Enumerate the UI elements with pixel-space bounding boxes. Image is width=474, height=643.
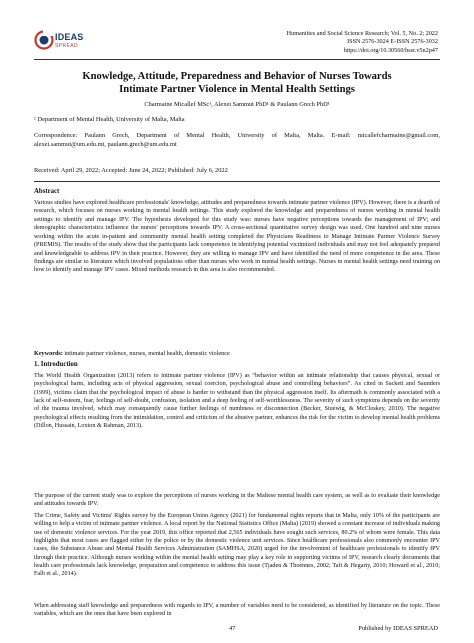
title-line-2: Intimate Partner Violence in Mental Health Settings (119, 84, 355, 95)
page-number: 47 (229, 625, 236, 632)
correspondence: Correspondence: Paulann Grech, Department of Mental Health, University of Malta, Malta. E-mail: micallefcharmaine@gmail.com, alexei.sammut@um.edu.mt, paulann.grech@um.edu.mt (34, 132, 440, 148)
intro-paragraph-1: The World Health Organization (2013) refers to intimate partner violence (IPV) as “behavior within an intimate relationship that causes physical, sexual or psychological harm, including acts of physical aggression, sexual coercion, psychological abuse and controlling behaviors”. As cited in Sackett and Saunders (1999), victims claim that the psychological impact of abuse is harder to withstand than the physical aggression itself. Its aftermath is commonly associated with a lack of self-esteem, fear, feelings of self-doubt, confusion, isolation and a deep feeling of self-worthlessness. The severity of such symptoms depends on the severity of the trauma involved, which may consequently cause further feelings of numbness or disconnection (Becker, Stuewig, & McCloskey, 2010). The negative psychological effects resulting from the intimidation, control and criticism of the abusive partner, enhances the risk for the victim to develop mental health problems (Dillon, Hussain, Loxton & Rahman, 2013). (34, 373, 440, 430)
keywords-label: Keywords: (34, 350, 63, 357)
logo-name: IDEAS (55, 32, 84, 42)
intro-paragraph-2: The purpose of the current study was to explore the perceptions of nurses working in the Maltese mental health care system, as well as to evaluate their knowledge and attitudes towards IPV. (34, 493, 440, 508)
keywords-text: intimate partner violence, nurses, mental health, domestic violence (64, 350, 230, 357)
publisher-logo (34, 30, 96, 54)
footer-publisher: Published by IDEAS SPREAD (358, 625, 438, 632)
ideas-spread-logo-icon (34, 30, 54, 50)
journal-issn-line: ISSN 2576-3024 E-ISSN 2576-3032 (347, 38, 438, 46)
keywords (34, 350, 230, 357)
journal-title-line: Humanities and Social Science Research; Vol. 5, No. 2; 2022 (286, 30, 438, 37)
title-line-1: Knowledge, Attitude, Preparedness and Behavior of Nurses Towards (82, 71, 392, 82)
journal-info (287, 30, 438, 55)
logo-sub: SPREAD (55, 43, 78, 49)
intro-paragraph-4: When addressing staff knowledge and preparedness with regards to IPV, a number of variables need to be considered, as identified by literature on the topic. These variables, which are the ones that have been explored in (34, 603, 440, 618)
journal-doi-link[interactable]: https://doi.org/10.30560/hssr.v5n2p47 (343, 46, 438, 54)
abstract-text: Various studies have explored healthcare professionals' knowledge, attitudes and preparedness towards intimate partner violence (IPV). However, there is a dearth of research, which focuses on nurses working in mental health settings. This study explored the knowledge and preparedness of nurses working in mental health settings to identify and manage IPV. The hypothesis developed for this study was: nurses have negative perceptions towards the management of IPV; and demographic characteristics influence the nurses' perceptions towards IPV. A cross-sectional quantitative survey design was used. One hundred and nine nurses working within the acute in-patient and community mental health setting completed the Physicians Readiness to Manage Intimate Partner Violence Survey (PREMIS). The results of the study show that the participants lack competence in identifying potential victimized individuals and may not feel adequately prepared and knowledgeable to address IPV in their practice. However, they are willing to manage IPV and have identified the need of more competence in the area. These findings are similar to literature which involved populations other than nurses who work in mental health settings. Nurses in mental health settings need training on how to identify and manage IPV cases. Mixed methods research in this area is also recommended. (34, 200, 440, 274)
dates-rule (34, 181, 440, 182)
affiliation: ¹ Department of Mental Health, University of Malta, Malta (34, 116, 185, 123)
introduction-heading: 1. Introduction (34, 361, 78, 368)
paper-title (34, 70, 440, 96)
intro-paragraph-3: The Crime, Safety and Victims' Rights survey by the European Union Agency (2021) for fundamental rights reports that in Malta, only 10% of the participants are willing to help a victim of intimate partner violence. A local report by the National Statistics Office (Malta) (2019) showed a constant increase of individuals making use of domestic violence services. For the year 2019, this office reported that 2,565 individuals have sought such services, 80.2% of whom were female. This data highlights that most cases are flagged either by the police or by the domestic violence unit services. Since healthcare professionals also commonly encounter IPV cases, the Substance Abuse and Mental Health Services Administration (SAMHSA, 2020) urged for the involvement of healthcare professionals to identify IPV through their practice. Although nurses working within the mental health setting may play a key role in supporting victims of IPV, research clearly documents that health care professionals lack knowledge, preparation and competence to address this issue (Tjaden & Thoennes, 2002; Taft & Hegarty, 2010; Howard et al., 2010; Falb et al., 2014). (34, 513, 440, 578)
article-dates: Received: April 29, 2022; Accepted: June 24, 2022; Published: July 6, 2022 (34, 167, 228, 174)
authors: Charmaine Micallef MSc¹, Alexei Sammut PhD¹ & Paulann Grech PhD¹ (144, 101, 330, 108)
header-rule (34, 59, 440, 60)
abstract-heading: Abstract (34, 188, 60, 195)
